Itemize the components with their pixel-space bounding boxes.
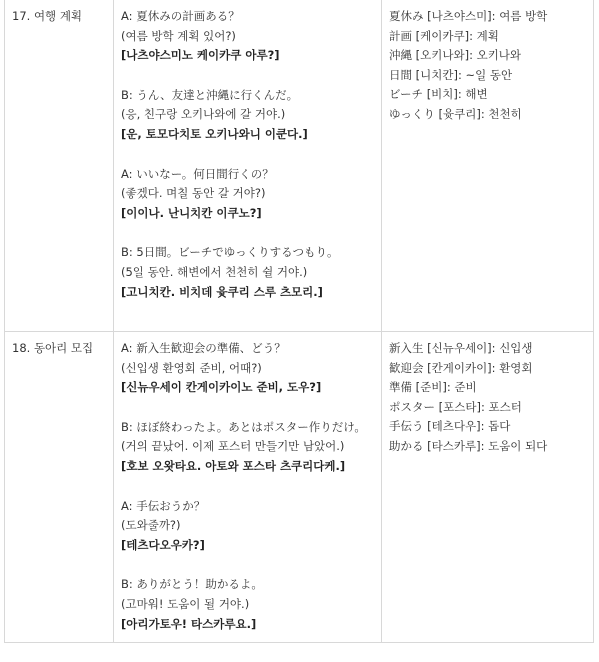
dialogue-cell xyxy=(114,0,382,332)
vocab-cell xyxy=(382,0,594,332)
dialogue-cell xyxy=(114,332,382,643)
dialogue-pronunciation: [테츠다오우카?] xyxy=(121,537,205,552)
vocab-item: 新入生 [신뉴우세이]: 신입생 xyxy=(389,341,533,355)
vocab-cell xyxy=(382,332,594,643)
table-row xyxy=(5,332,594,643)
dialogue-pronunciation: [호보 오왓타요. 아토와 포스타 츠쿠리다케.] xyxy=(121,458,346,473)
dialogue-korean: (5일 동안. 해변에서 천천히 쉴 거야.) xyxy=(121,264,308,279)
vocab-item: 手伝う [테츠다우]: 돕다 xyxy=(389,419,511,434)
dialogue-japanese: B: ほぼ終わったよ。あとはポスター作りだけ。 xyxy=(121,419,366,434)
dialogue-turn xyxy=(121,575,375,634)
dialogue-turn xyxy=(121,339,375,398)
dialogue-korean: (여름 방학 계획 있어?) xyxy=(121,28,236,43)
dialogue-japanese: A: いいなー。何日間行くの？ xyxy=(121,166,274,181)
topic-title: 18. 동아리 모집 xyxy=(12,341,94,355)
dialogue-korean: (신입생 환영회 준비, 어때?) xyxy=(121,360,262,375)
vocab-item: 歓迎会 [칸게이카이]: 환영회 xyxy=(389,360,533,375)
dialogue-korean: (좋겠다. 며칠 동안 갈 거야?) xyxy=(121,186,266,201)
vocab-item: ゆっくり [윳쿠리]: 천천히 xyxy=(389,106,522,121)
vocab-item: 夏休み [나츠야스미]: 여름 방학 xyxy=(389,9,548,23)
table-row xyxy=(5,0,594,332)
dialogue-pronunciation: [나츠야스미노 케이카쿠 아루?] xyxy=(121,48,280,63)
topic-cell xyxy=(5,0,114,332)
dialogue-japanese: B: ありがとう！助かるよ。 xyxy=(121,577,263,592)
vocab-item: 沖縄 [오키나와]: 오키나와 xyxy=(389,48,522,63)
dialogue-japanese: A: 夏休みの計画ある？ xyxy=(121,9,240,23)
dialogue-korean: (거의 끝났어. 이제 포스터 만들기만 남았어.) xyxy=(121,439,345,454)
dialogue-pronunciation: [신뉴우세이 칸게이카이노 준비, 도우?] xyxy=(121,380,322,395)
dialogue-turn xyxy=(121,497,375,556)
dialogue-pronunciation: [고니치칸. 비치데 윳쿠리 스루 츠모리.] xyxy=(121,284,323,299)
dialogue-korean: (고마워! 도움이 될 거야.) xyxy=(121,596,250,611)
dialogue-turn xyxy=(121,418,375,477)
dialogue-turn xyxy=(121,86,375,145)
vocab-item: ビーチ [비치]: 해변 xyxy=(389,87,488,102)
topic-title: 17. 여행 계획 xyxy=(12,9,83,23)
vocab-item: 助かる [타스카루]: 도움이 되다 xyxy=(389,438,548,453)
vocab-item: ポスター [포스타]: 포스터 xyxy=(389,399,522,414)
dialogue-pronunciation: [아리가토우! 타스카루요.] xyxy=(121,616,257,631)
lesson-table xyxy=(4,0,594,643)
dialogue-korean: (응, 친구랑 오키나와에 갈 거야.) xyxy=(121,107,286,122)
dialogue-turn xyxy=(121,7,375,66)
dialogue-pronunciation: [이이나. 난니치칸 이쿠노?] xyxy=(121,205,262,220)
dialogue-japanese: B: 5日間。ビーチでゆっくりするつもり。 xyxy=(121,245,339,260)
dialogue-turn xyxy=(121,165,375,224)
dialogue-korean: (도와줄까?) xyxy=(121,518,181,533)
vocab-item: 日間 [니치칸]: ~일 동안 xyxy=(389,67,513,82)
dialogue-japanese: A: 手伝おうか？ xyxy=(121,498,206,513)
dialogue-pronunciation: [운, 토모다치토 오키나와니 이쿤다.] xyxy=(121,126,308,141)
dialogue-japanese: A: 新入生歓迎会の準備、どう？ xyxy=(121,341,286,355)
vocab-item: 計画 [케이카쿠]: 계획 xyxy=(389,28,499,43)
topic-cell xyxy=(5,332,114,643)
dialogue-japanese: B: うん、友達と沖縄に行くんだ。 xyxy=(121,87,299,102)
vocab-item: 準備 [준비]: 준비 xyxy=(389,380,477,395)
dialogue-turn xyxy=(121,243,375,302)
